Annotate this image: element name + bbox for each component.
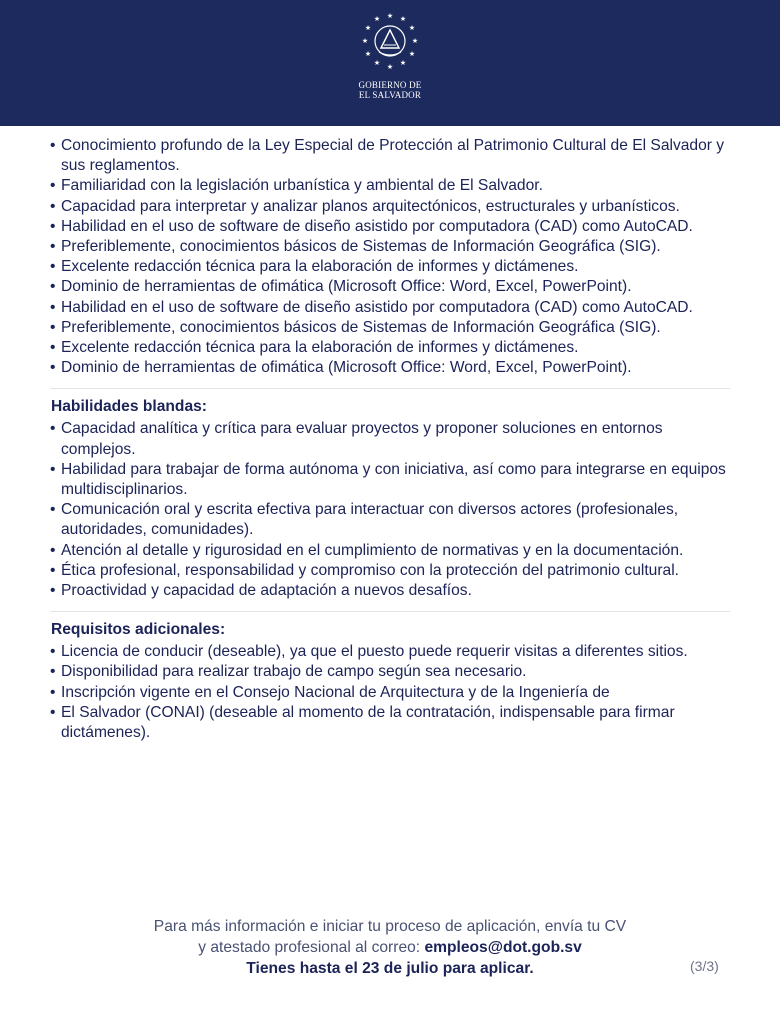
soft-skills-heading: Habilidades blandas: xyxy=(51,398,207,416)
list-item: • Proactividad y capacidad de adaptación a nuevos desafíos. xyxy=(50,581,730,601)
list-item: • Capacidad para interpretar y analizar planos arquitectónicos, estructurales y urbanísticos. xyxy=(50,197,730,217)
list-item: • El Salvador (CONAI) (deseable al momento de la contratación, indispensable para firmar dictámenes). xyxy=(50,703,675,742)
bullet-icon: • xyxy=(50,318,56,336)
svg-text:★: ★ xyxy=(386,63,394,71)
bullet-icon: • xyxy=(50,683,56,701)
list-item: • Ética profesional, responsabilidad y compromiso con la protección del patrimonio cultural. xyxy=(50,561,730,581)
technical-requirements-list xyxy=(50,136,730,378)
list-item: • Preferiblemente, conocimientos básicos de Sistemas de Información Geográfica (SIG). xyxy=(50,237,730,257)
bullet-icon: • xyxy=(50,197,56,215)
svg-text:★: ★ xyxy=(373,15,381,23)
svg-text:★: ★ xyxy=(364,24,372,32)
svg-text:★: ★ xyxy=(411,37,419,45)
list-item: • Habilidad para trabajar de forma autónoma y con iniciativa, así como para integrarse en equipos multidisciplinarios. xyxy=(50,460,726,499)
list-item: • Excelente redacción técnica para la elaboración de informes y dictámenes. xyxy=(50,338,730,358)
svg-text:★: ★ xyxy=(408,24,416,32)
bullet-icon: • xyxy=(50,177,56,195)
bullet-icon: • xyxy=(50,703,56,721)
contact-footer xyxy=(0,916,780,979)
list-item: • Excelente redacción técnica para la elaboración de informes y dictámenes. xyxy=(50,257,730,277)
bullet-icon: • xyxy=(50,217,56,235)
government-logo xyxy=(340,8,440,120)
list-item: • Licencia de conducir (deseable), ya que el puesto puede requerir visitas a diferentes sitios. xyxy=(50,642,730,662)
header-banner xyxy=(0,0,780,126)
soft-skills-list xyxy=(50,419,730,601)
email-link[interactable]: empleos@dot.gob.sv xyxy=(424,939,582,956)
list-item: • Atención al detalle y rigurosidad en el cumplimiento de normativas y en la documentación. xyxy=(50,541,730,561)
additional-requirements-list xyxy=(50,642,730,743)
list-item: • Capacidad analítica y crítica para evaluar proyectos y proponer soluciones en entornos complejos. xyxy=(50,420,663,458)
bullet-icon: • xyxy=(50,278,56,296)
bullet-icon: • xyxy=(50,420,56,438)
list-item: • Dominio de herramientas de ofimática (Microsoft Office: Word, Excel, PowerPoint). xyxy=(50,358,730,378)
additional-requirements-heading: Requisitos adicionales: xyxy=(51,621,226,639)
bullet-icon: • xyxy=(50,582,56,600)
list-item: • Disponibilidad para realizar trabajo de campo según sea necesario. xyxy=(50,662,730,682)
bullet-icon: • xyxy=(50,298,56,316)
svg-text:★: ★ xyxy=(399,15,407,23)
bullet-icon: • xyxy=(50,643,56,661)
list-item: • Familiaridad con la legislación urbanística y ambiental de El Salvador. xyxy=(50,176,730,196)
page-number: (3/3) xyxy=(690,958,719,974)
svg-text:★: ★ xyxy=(399,59,407,67)
bullet-icon: • xyxy=(50,663,56,681)
list-item: • Habilidad en el uso de software de diseño asistido por computadora (CAD) como AutoCAD. xyxy=(50,298,730,318)
svg-text:★: ★ xyxy=(408,50,416,58)
main-content xyxy=(50,136,730,743)
svg-text:★: ★ xyxy=(386,12,394,20)
list-item: • Inscripción vigente en el Consejo Nacional de Arquitectura y de la Ingeniería de xyxy=(50,683,730,703)
section-divider xyxy=(50,611,730,612)
footer-line-2: y atestado profesional al correo: empleos@dot.gob.sv xyxy=(198,939,582,956)
logo-line-2: EL SALVADOR xyxy=(358,90,422,100)
bullet-icon: • xyxy=(50,258,56,276)
bullet-icon: • xyxy=(50,359,56,377)
svg-text:★: ★ xyxy=(364,50,372,58)
deadline-text: Tienes hasta el 23 de julio para aplicar. xyxy=(246,960,534,977)
coat-of-arms-icon xyxy=(355,8,425,78)
footer-line-1: Para más información e iniciar tu proceso de aplicación, envía tu CV xyxy=(153,918,627,935)
section-divider xyxy=(50,388,730,389)
list-item: • Preferiblemente, conocimientos básicos de Sistemas de Información Geográfica (SIG). xyxy=(50,318,730,338)
bullet-icon: • xyxy=(50,561,56,579)
bullet-icon: • xyxy=(50,460,56,478)
svg-text:★: ★ xyxy=(373,59,381,67)
list-item: • Conocimiento profundo de la Ley Especial de Protección al Patrimonio Cultural de El Salvador y sus reglamentos. xyxy=(50,137,725,175)
svg-text:★: ★ xyxy=(361,37,369,45)
bullet-icon: • xyxy=(50,238,56,256)
list-item: • Dominio de herramientas de ofimática (Microsoft Office: Word, Excel, PowerPoint). xyxy=(50,277,730,297)
bullet-icon: • xyxy=(50,339,56,357)
bullet-icon: • xyxy=(50,541,56,559)
logo-line-1: GOBIERNO DE xyxy=(358,80,422,90)
bullet-icon: • xyxy=(50,137,56,154)
bullet-icon: • xyxy=(50,501,56,519)
list-item: • Comunicación oral y escrita efectiva para interactuar con diversos actores (profesionales, autoridades, comunidades). xyxy=(50,501,679,539)
list-item: • Habilidad en el uso de software de diseño asistido por computadora (CAD) como AutoCAD. xyxy=(50,217,730,237)
